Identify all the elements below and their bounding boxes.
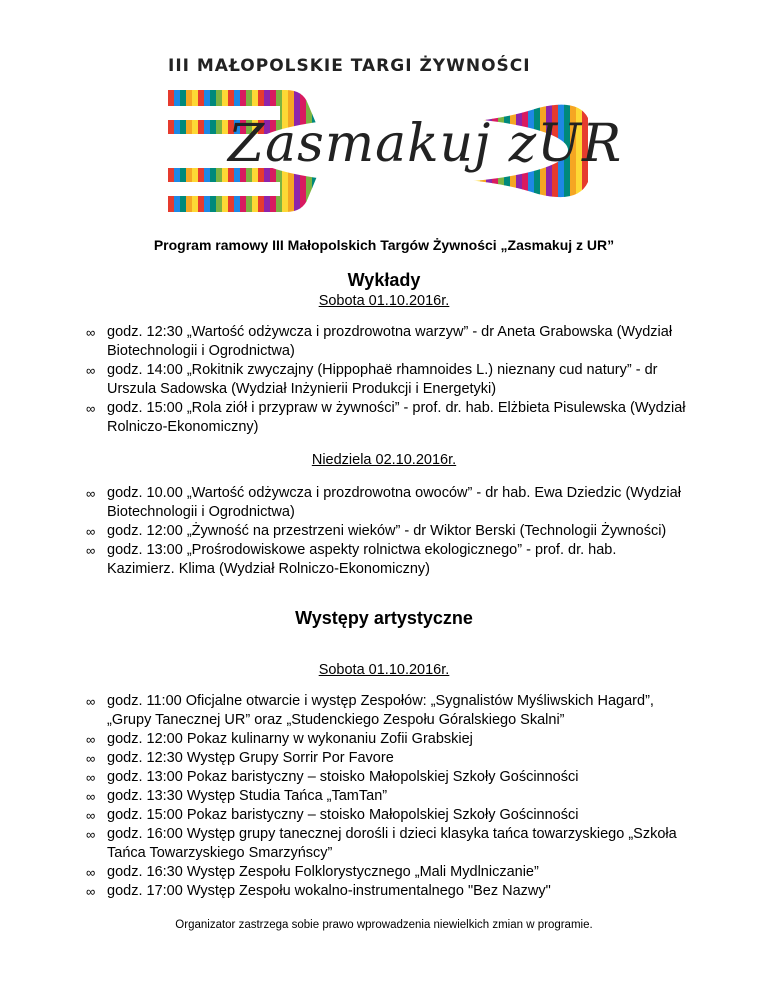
list-item: ∞ godz. 10.00 „Wartość odżywcza i prozdrowotna owoców” - dr hab. Ewa Dziedzic (Wydział Biotechnologii i Ogrodnictwa) [86,485,681,520]
bullet-icon: ∞ [86,884,96,899]
logo-script-text: Zasmakuj zUR [228,114,623,174]
performances-date: Sobota 01.10.2016r. [318,662,450,678]
list-item: ∞ godz. 13:00 „Prośrodowiskowe aspekty rolnictwa ekologicznego” - prof. dr. hab. Kazimierz. Klima (Wydział Rolniczo-Ekonomiczny) [86,542,617,577]
fork-stripe [186,78,193,224]
list-item: ∞ godz. 11:00 Oficjalne otwarcie i występ Zespołów: „Sygnalistów Myśliwskich Hagard”, „Grupy Tanecznej UR” oraz „Studenckiego Zespołu Góralskiego Skalni” [86,693,654,728]
fork-stripe [180,78,187,224]
list-item: ∞ godz. 13:00 Pokaz baristyczny – stoisko Małopolskiej Szkoły Gościnności [86,769,579,785]
list-item: ∞ godz. 12:30 Występ Grupy Sorrir Por Favore [86,750,394,766]
fork-stripe [204,78,211,224]
performances-list [86,692,686,901]
bullet-icon: ∞ [86,789,96,804]
document-title: Program ramowy III Małopolskich Targów Żywności „Zasmakuj z UR” [153,237,615,253]
bullet-icon: ∞ [86,808,96,823]
bullet-icon: ∞ [86,732,96,747]
fork-stripe [168,78,175,224]
bullet-icon: ∞ [86,325,96,340]
event-logo [168,44,623,224]
fork-stripe [216,78,223,224]
fork-stripe [192,78,199,224]
bullet-icon: ∞ [86,694,96,709]
bullet-icon: ∞ [86,770,96,785]
footer-note: Organizator zastrzega sobie prawo wprowadzenia niewielkich zmian w programie. [175,919,593,931]
list-item: ∞ godz. 12:00 „Żywność na przestrzeni wieków” - dr Wiktor Berski (Technologii Żywności) [86,523,667,539]
list-item: ∞ godz. 15:00 Pokaz baristyczny – stoisko Małopolskiej Szkoły Gościnności [86,807,579,823]
bullet-icon: ∞ [86,401,96,416]
fork-stripe [174,78,181,224]
lectures-day2-date: Niedziela 02.10.2016r. [311,452,457,468]
list-item: ∞ godz. 16:30 Występ Zespołu Folklorystycznego „Mali Mydlniczanie” [86,864,539,880]
fork-stripe [198,78,205,224]
list-item: ∞ godz. 15:00 „Rola ziół i przypraw w żywności” - prof. dr. hab. Elżbieta Pisulewska (Wydział Rolniczo-Ekonomiczny) [86,400,686,435]
bullet-icon: ∞ [86,751,96,766]
performances-heading: Występy artystyczne [295,608,473,628]
list-item: ∞ godz. 16:00 Występ grupy tanecznej dorośli i dzieci klasyka tańca towarzyskiego „Szkoła Tańca Towarzyskiego Smarzyńscy” [86,826,677,861]
bullet-icon: ∞ [86,524,96,539]
lectures-day1-list [86,323,686,437]
bullet-icon: ∞ [86,363,96,378]
list-item: ∞ godz. 17:00 Występ Zespołu wokalno-instrumentalnego "Bez Nazwy" [86,883,551,899]
bullet-icon: ∞ [86,486,96,501]
lectures-day1-date: Sobota 01.10.2016r. [318,293,450,309]
bullet-icon: ∞ [86,865,96,880]
logo-title: III MAŁOPOLSKIE TARGI ŻYWNOŚCI [168,56,531,76]
list-item: ∞ godz. 12:00 Pokaz kulinarny w wykonaniu Zofii Grabskiej [86,731,473,747]
bullet-icon: ∞ [86,543,96,558]
list-item: ∞ godz. 14:00 „Rokitnik zwyczajny (Hippophaë rhamnoides L.) nieznany cud natury” - dr Urszula Sadowska (Wydział Inżynierii Produkcji i Energetyki) [86,362,658,397]
fork-stripe [210,78,217,224]
list-item: ∞ godz. 12:30 „Wartość odżywcza i prozdrowotna warzyw” - dr Aneta Grabowska (Wydział Biotechnologii i Ogrodnictwa) [86,324,673,359]
lectures-day2-list [86,484,686,579]
bullet-icon: ∞ [86,827,96,842]
lectures-heading: Wykłady [347,270,421,290]
list-item: ∞ godz. 13:30 Występ Studia Tańca „TamTan” [86,788,388,804]
